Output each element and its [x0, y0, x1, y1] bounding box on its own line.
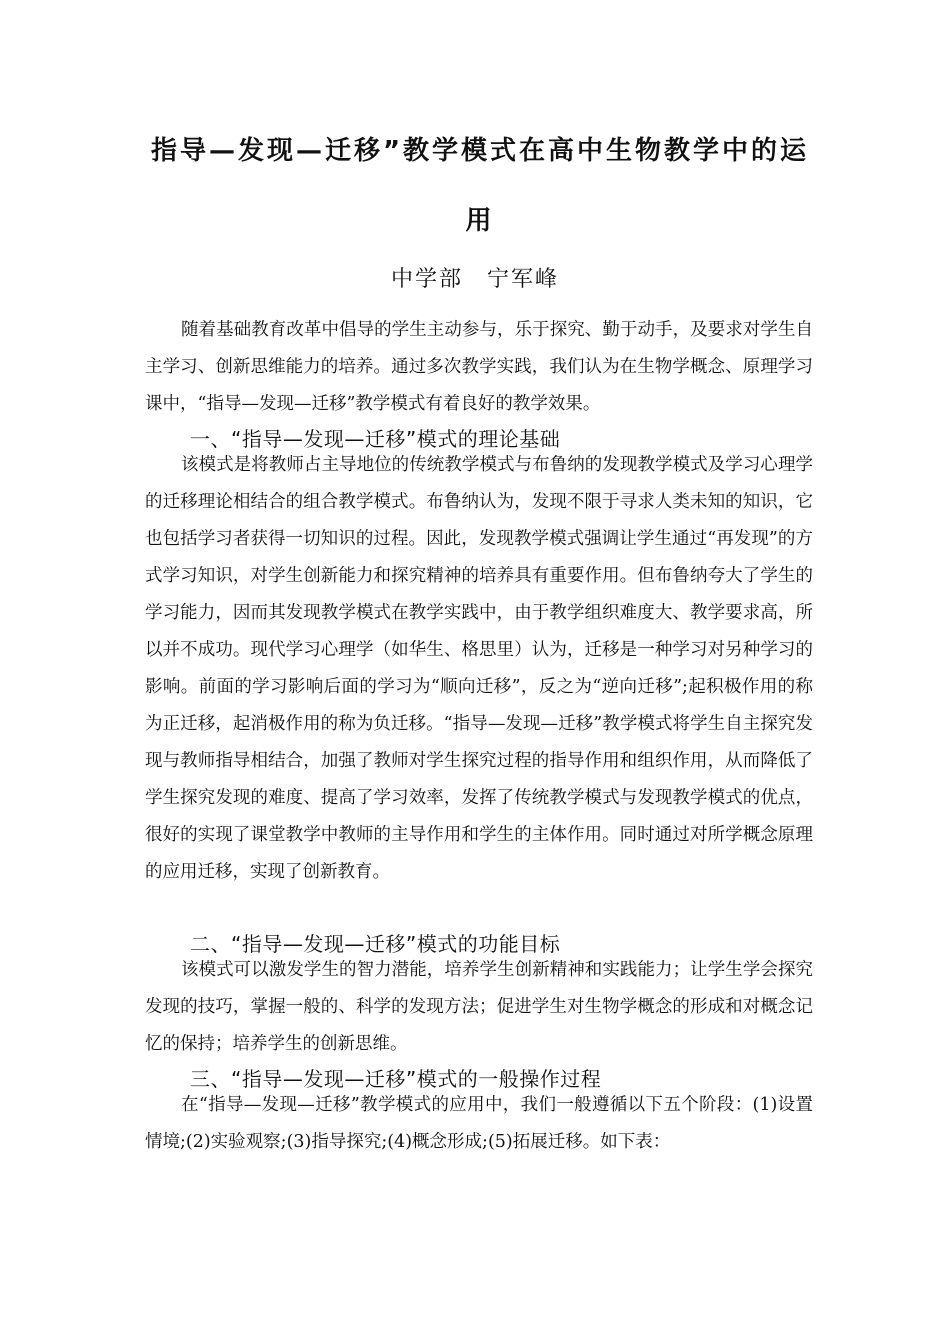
author-line: 中学部 宁军峰	[390, 267, 559, 292]
section-paragraph-process: 在“指导—发现—迁移”教学模式的应用中，我们一般遵循以下五个阶段：(1)设置情境;(2)实验观察;(3)指导探究;(4)概念形成;(5)拓展迁移。如下表：	[145, 1095, 813, 1152]
section-paragraph-goals: 该模式可以激发学生的智力潜能，培养学生创新精神和实践能力；让学生学会探究发现的技巧，掌握一般的、科学的发现方法；促进学生对生物学概念的形成和对概念记忆的保持；培养学生的创新思维。	[145, 960, 813, 1054]
section-heading-theory: 一、“指导—发现—迁移”模式的理论基础	[190, 427, 561, 451]
document-title-line1: 指导—发现—迁移”教学模式在高中生物教学中的运	[150, 136, 810, 166]
section-heading-process: 三、“指导—发现—迁移”模式的一般操作过程	[190, 1067, 602, 1091]
document-title-line2: 用	[465, 206, 495, 236]
section-paragraph-theory: 该模式是将教师占主导地位的传统教学模式与布鲁纳的发现教学模式及学习心理学的迁移理论相结合的组合教学模式。布鲁纳认为，发现不限于寻求人类未知的知识，它也包括学习者获得一切知识的过程。因此，发现教学模式强调让学生通过“再发现”的方式学习知识，对学生创新能力和探究精神的培养具有重要作用。但布鲁纳夸大了学生的学习能力，因而其发现教学模式在教学实践中，由于教学组织难度大、教学要求高，所以并不成功。现代学习心理学（如华生、格思里）认为，迁移是一种学习对另种学习的影响。前面的学习影响后面的学习为“顺向迁移”，反之为“逆向迁移”;起积极作用的称为正迁移，起消极作用的称为负迁移。“指导—发现—迁移”教学模式将学生自主探究发现与教师指导相结合，加强了教师对学生探究过程的指导作用和组织作用，从而降低了学生探究发现的难度、提高了学习效率，发挥了传统教学模式与发现教学模式的优点，很好的实现了课堂教学中教师的主导作用和学生的主体作用。同时通过对所学概念原理的应用迁移，实现了创新教育。	[145, 455, 813, 882]
intro-paragraph: 随着基础教育改革中倡导的学生主动参与，乐于探究、勤于动手，及要求对学生自主学习、创新思维能力的培养。通过多次教学实践，我们认为在生物学概念、原理学习课中，“指导—发现—迁移”教学模式有着良好的教学效果。	[145, 320, 813, 414]
section-heading-goals: 二、“指导—发现—迁移”模式的功能目标	[190, 932, 561, 956]
